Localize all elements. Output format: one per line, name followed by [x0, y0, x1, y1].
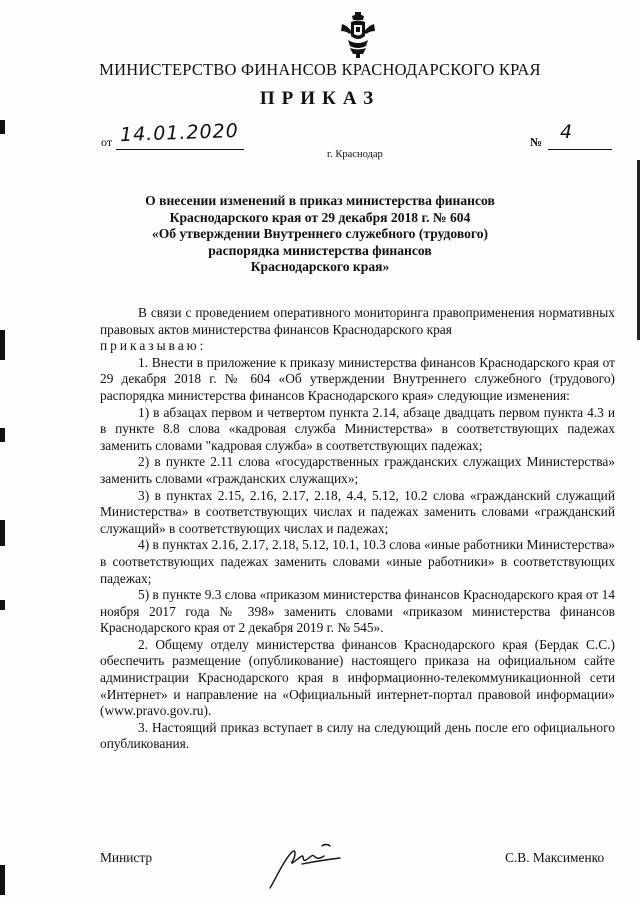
scan-edge-mark	[0, 120, 5, 134]
city: г. Краснодар	[327, 149, 383, 160]
subject-line: «Об утверждении Внутреннего служебного (трудового)	[151, 226, 489, 241]
scan-edge-mark	[0, 865, 5, 895]
body-paragraph: 1. Внести в приложение к приказу министерства финансов Краснодарского края от 29 декабря 2018 г. № 604 «Об утверждении Внутреннего служебного (трудового) распорядка министерства финансов Краснодарского края» следующие изменения:	[100, 354, 615, 403]
subject-line: Краснодарского края от 29 декабря 2018 г. № 604	[169, 209, 471, 225]
signatory-position: Министр	[100, 850, 153, 865]
body-paragraph: 4) в пунктах 2.16, 2.17, 2.18, 5.12, 10.1, 10.3 слова «иные работники Министерства» в соответствующих падежах заменить словами «иные работники» в соответствующих падежах;	[100, 537, 615, 586]
scan-edge-mark	[0, 428, 5, 442]
body-paragraph: 3) в пунктах 2.15, 2.16, 2.17, 2.18, 4.4, 5.12, 10.2 слова «гражданский служащий Министерства» в соответствующих числах и падежах заменить словами «гражданский служащий» в соответствующих числах и падежах;	[100, 487, 615, 536]
date-label: от	[101, 135, 113, 149]
handwritten-date: 14.01.2020	[119, 119, 240, 147]
coat-of-arms-icon	[338, 10, 378, 60]
scan-edge-mark	[0, 330, 5, 360]
handwritten-signature-icon	[262, 838, 352, 893]
body-paragraph: 2. Общему отделу министерства финансов Краснодарского края (Бердак С.С.) обеспечить размещение (опубликование) настоящего приказа на официальном сайте администрации Краснодарского края в информационно-телекоммуникационной сети «Интернет» и направление на «Официальный интернет-портал правовой информации» (www.pravo.gov.ru).	[100, 636, 615, 719]
subject-line: Краснодарского края»	[250, 259, 390, 274]
body-paragraph: 1) в абзацах первом и четвертом пункта 2.14, абзаце двадцать первом пункта 4.3 и в пункте 8.8 слова «кадровая служба Министерства» в соответствующих падежах заменить словами "кадровая служба» в соответствующих падежах;	[100, 404, 615, 453]
number-label: №	[530, 135, 543, 149]
signatory-name: С.В. Максименко	[505, 850, 605, 865]
document-body	[100, 305, 615, 753]
body-paragraph: 2) в пункте 2.11 слова «государственных гражданских служащих Министерства» заменить словами «гражданских служащих»;	[100, 454, 615, 486]
body-paragraph: 5) в пункте 9.3 слова «приказом министерства финансов Краснодарского края от 14 ноября 2017 года № 398» заменить словами «приказом министерства финансов Краснодарского края от 2 декабря 2019 г. № 545».	[100, 587, 615, 636]
document-type: ПРИКАЗ	[259, 88, 381, 109]
number-underline	[548, 149, 612, 150]
document-subject	[100, 193, 540, 276]
subject-line: О внесении изменений в приказ министерства финансов	[145, 193, 495, 208]
body-paragraph: 3. Настоящий приказ вступает в силу на следующий день после его официального опубликования.	[100, 719, 615, 752]
orders-word: приказываю:	[100, 338, 207, 354]
date-underline	[116, 149, 244, 150]
intro-paragraph: В связи с проведением оперативного мониторинга правоприменения нормативных правовых актов министерства финансов Краснодарского края	[100, 305, 615, 337]
ministry-name: МИНИСТЕРСТВО ФИНАНСОВ КРАСНОДАРСКОГО КРАЯ	[99, 60, 541, 79]
scan-edge-mark	[0, 600, 5, 610]
handwritten-number: 4	[560, 121, 573, 143]
scan-edge-mark	[0, 520, 5, 546]
subject-line: распорядка министерства финансов	[208, 242, 432, 258]
